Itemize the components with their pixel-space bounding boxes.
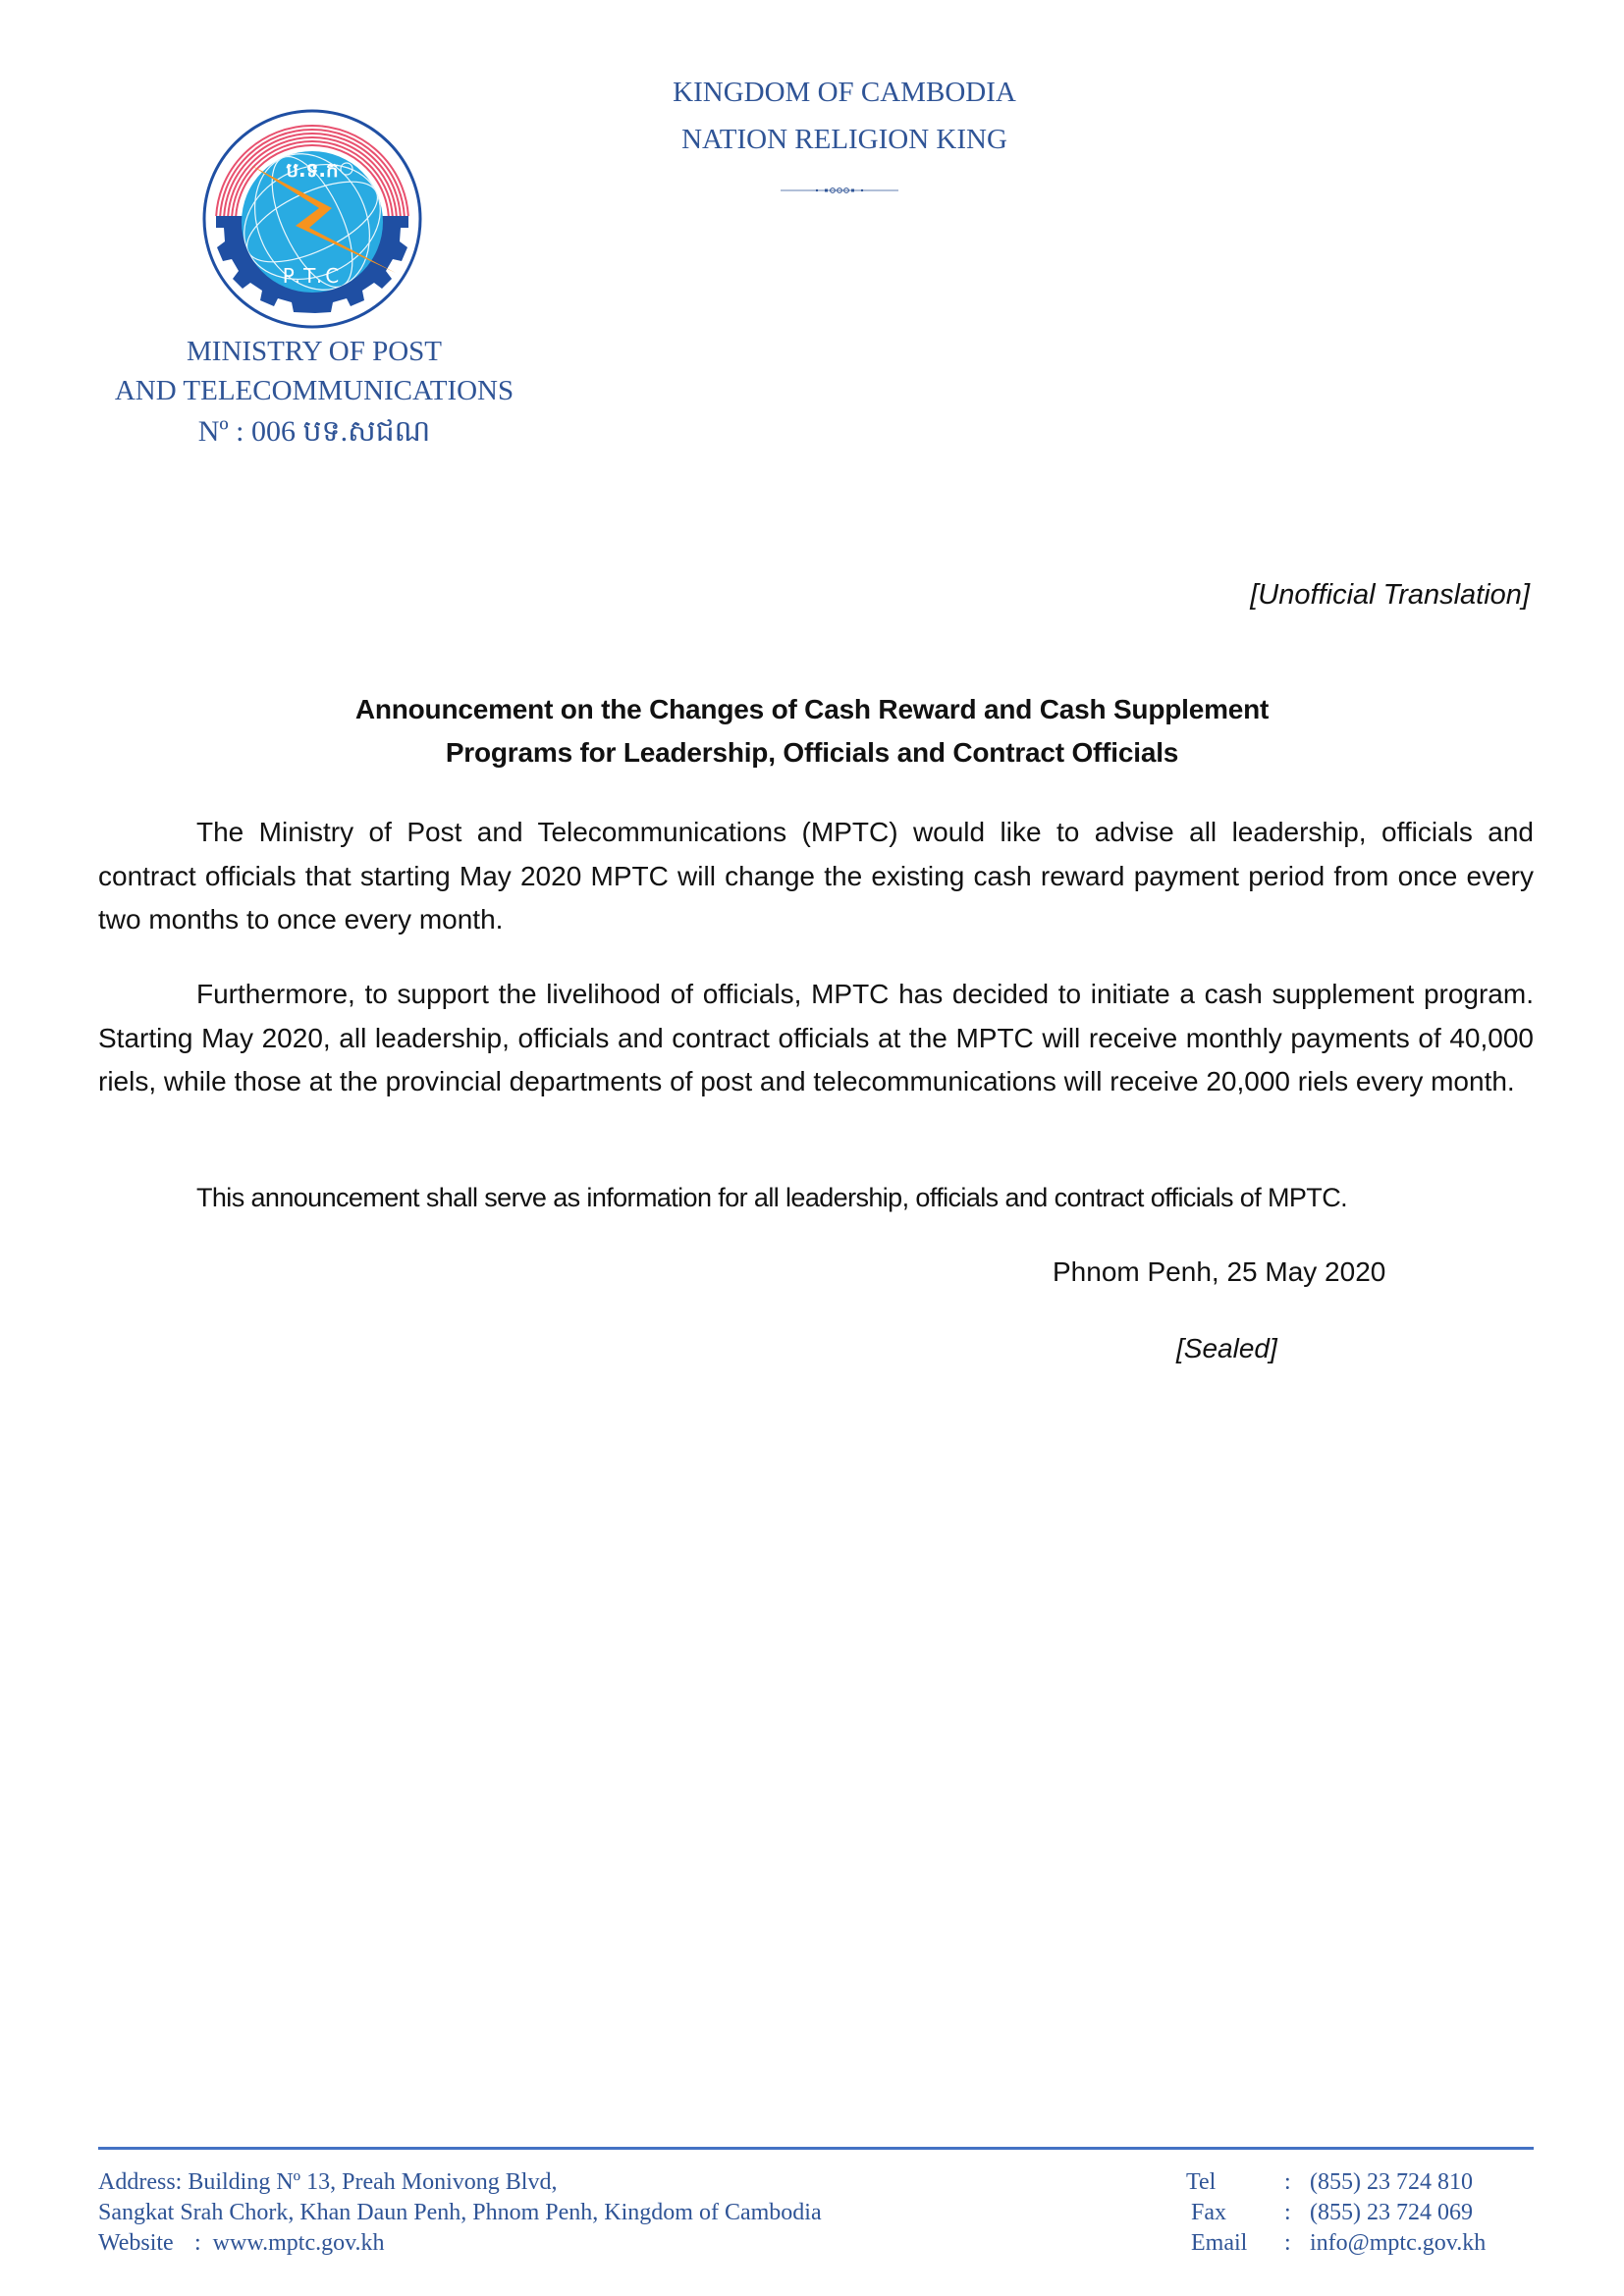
motto-line: NATION RELIGION KING <box>681 124 1007 155</box>
paragraph-1 <box>98 811 1534 942</box>
footer-contact-block <box>1186 2167 1486 2259</box>
email-separator: : <box>1284 2230 1291 2256</box>
tel-value: (855) 23 724 810 <box>1310 2169 1473 2195</box>
contact-row-tel <box>1186 2167 1486 2198</box>
website-separator: : <box>194 2230 201 2256</box>
footer-address-block <box>98 2167 822 2259</box>
logo-khmer-initials: ប.ទ.ក <box>286 158 339 182</box>
decorative-divider-icon <box>776 185 903 196</box>
paragraph-2-text: Furthermore, to support the livelihood of officials, MPTC has decided to initiate a cash supplement program. Starting May 2020, all leadership, officials and contract officials at the MPTC will receive monthly payments of 40,000 riels, while those at the provincial departments of post and telecommunications will receive 20,000 riels every month. <box>98 979 1534 1096</box>
email-label: Email <box>1191 2230 1248 2256</box>
fax-value: (855) 23 724 069 <box>1310 2200 1473 2225</box>
tel-label: Tel <box>1186 2169 1217 2195</box>
ministry-name-line1: MINISTRY OF POST <box>187 336 442 367</box>
email-link[interactable]: info@mptc.gov.kh <box>1310 2230 1487 2256</box>
website-label: Website <box>98 2230 174 2256</box>
paragraph-1-text: The Ministry of Post and Telecommunications (MPTC) would like to advise all leadership, officials and contract officials that starting May 2020 MPTC will change the existing cash reward payment period from once every two months to once every month. <box>98 817 1534 934</box>
place-date: Phnom Penh, 25 May 2020 <box>1053 1256 1386 1287</box>
paragraph-3-text: This announcement shall serve as information for all leadership, officials and contract officials of MPTC. <box>196 1183 1347 1212</box>
translation-note: [Unofficial Translation] <box>1250 579 1530 611</box>
contact-row-email <box>1186 2228 1486 2259</box>
address-line1: Address: Building Nº 13, Preah Monivong Blvd, <box>98 2169 558 2195</box>
website-link[interactable]: www.mptc.gov.kh <box>212 2230 385 2256</box>
kingdom-line: KINGDOM OF CAMBODIA <box>673 77 1016 108</box>
contact-row-fax <box>1186 2198 1486 2228</box>
website-row <box>98 2228 822 2259</box>
fax-separator: : <box>1284 2200 1291 2225</box>
footer-divider <box>98 2147 1534 2150</box>
fax-label: Fax <box>1191 2200 1226 2225</box>
seal-note: [Sealed] <box>1176 1333 1277 1363</box>
ministry-name-line2: AND TELECOMMUNICATIONS <box>114 375 514 406</box>
tel-separator: : <box>1284 2169 1291 2195</box>
ministry-name-block <box>59 332 569 452</box>
title-line2: Programs for Leadership, Officials and Contract Officials <box>445 737 1179 768</box>
title-line1: Announcement on the Changes of Cash Reward and Cash Supplement <box>354 694 1270 724</box>
kingdom-motto <box>628 69 1060 163</box>
logo-latin-initials: P.T.C <box>282 264 343 288</box>
paragraph-2 <box>98 973 1534 1104</box>
ptc-emblem-icon <box>199 106 425 332</box>
reference-number: Nº : 006 បទ.សជណ <box>197 415 431 448</box>
address-line2: Sangkat Srah Chork, Khan Daun Penh, Phnom Penh, Kingdom of Cambodia <box>98 2200 822 2225</box>
ministry-logo <box>199 106 425 332</box>
announcement-title <box>98 688 1526 774</box>
paragraph-3 <box>196 1176 1534 1220</box>
